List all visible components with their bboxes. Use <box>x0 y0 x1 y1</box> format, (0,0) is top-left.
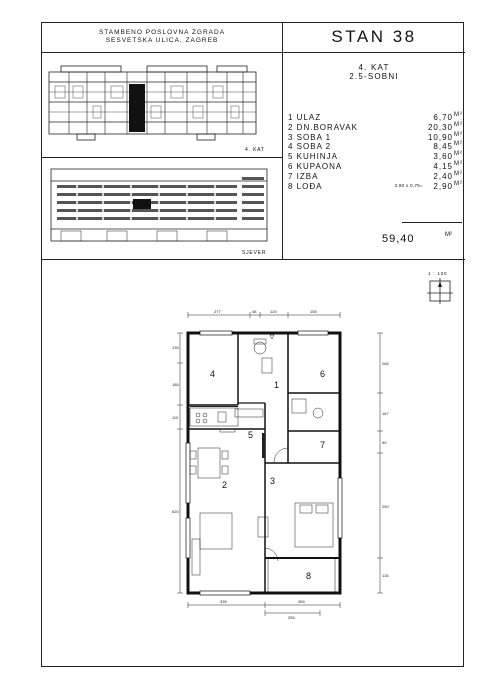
room-unit: M² <box>454 180 463 187</box>
room-row <box>288 152 463 162</box>
dim-bottom-2: 365 <box>298 599 305 604</box>
room-row <box>288 182 463 192</box>
building-elevation <box>47 163 279 247</box>
room-number-3: 3 <box>270 476 276 486</box>
north-arrow-icon <box>427 278 453 304</box>
room-row <box>288 113 463 123</box>
elevation-label: SJEVER <box>242 250 267 256</box>
room-number-7: 7 <box>320 440 326 450</box>
room-name: 5 KUHINJA <box>288 152 338 162</box>
dim-top-4: 155 <box>310 309 317 314</box>
room-unit: M² <box>454 121 463 128</box>
room-area: 2,40 <box>433 171 453 181</box>
dim-right-2: 167 <box>382 411 389 416</box>
apartment-type: 2.5-SOBNI <box>349 72 399 81</box>
dim-bottom-1: 335 <box>220 599 227 604</box>
building-name: STAMBENO POSLOVNA ZGRADA <box>98 29 226 36</box>
dim-right-3: 90 <box>382 440 387 445</box>
dim-left-4: 620 <box>172 509 179 514</box>
dim-left-2: 185 <box>172 382 179 387</box>
dim-right-5: 135 <box>382 573 389 578</box>
room-name: 1 ULAZ <box>288 113 322 122</box>
floor-info <box>283 63 465 81</box>
divider <box>42 259 465 260</box>
drawing-sheet <box>41 22 464 667</box>
room-unit: M² <box>454 131 463 138</box>
room-number-6: 6 <box>320 369 326 379</box>
building-address: SESVETSKA ULICA, ZAGREB <box>105 37 219 44</box>
divider <box>282 23 283 259</box>
key-floor-plan <box>47 58 279 154</box>
floor-label: 4. KAT <box>358 63 390 72</box>
divider <box>42 157 282 158</box>
dim-top-2: 48 <box>252 309 257 314</box>
dim-top-1: 277 <box>214 309 221 314</box>
room-name: 3 SOBA 1 <box>288 132 332 142</box>
room-row <box>288 172 463 182</box>
room-area: 2,90 <box>433 181 453 191</box>
room-name: 2 DN.BORAVAK <box>288 122 358 132</box>
total-area: 59,40 <box>382 233 415 245</box>
room-area: 4,15 <box>433 161 453 171</box>
room-area: 10,90 <box>427 132 453 142</box>
room-list <box>288 113 463 191</box>
room-area: 3,60 <box>433 152 453 162</box>
room-unit: M² <box>454 151 463 158</box>
room-unit: M² <box>454 160 463 167</box>
room-number-4: 4 <box>210 369 216 379</box>
total-divider <box>402 222 462 223</box>
room-number-2: 2 <box>222 480 228 490</box>
scale-label: 1 : 100 <box>428 271 448 276</box>
dim-top-3: 120 <box>270 309 277 314</box>
room-name: 7 IZBA <box>288 171 319 181</box>
apartment-title: STAN 38 <box>331 27 417 46</box>
apartment-floor-plan <box>170 303 388 628</box>
room-name: 4 SOBA 2 <box>288 142 332 152</box>
dim-right-1: 265 <box>382 361 389 366</box>
room-number-1: 1 <box>274 380 280 390</box>
dim-left-1: 135 <box>172 345 179 350</box>
divider <box>42 52 465 53</box>
floor-plan-label: 4. KAT <box>245 147 265 153</box>
loggia-calculation: 3.90 x 0.75= <box>394 182 423 188</box>
room-area: 8,45 <box>433 142 453 152</box>
room-number-8: 8 <box>306 571 312 581</box>
room-name: 8 LOĐA <box>288 181 323 191</box>
room-name: 6 KUPAONA <box>288 161 343 171</box>
room-row <box>288 142 463 152</box>
room-number-5: 5 <box>248 430 254 440</box>
dim-left-3: 110 <box>172 415 179 420</box>
room-row <box>288 133 463 143</box>
dim-right-4: 250 <box>382 504 389 509</box>
room-row <box>288 162 463 172</box>
room-unit: M² <box>454 170 463 177</box>
room-unit: M² <box>454 141 463 148</box>
room-unit: M² <box>454 112 463 118</box>
total-unit: M² <box>445 232 452 238</box>
room-area: 6,70 <box>433 113 453 122</box>
dim-bottom-3: 255 <box>288 615 295 620</box>
room-area: 20,30 <box>427 122 453 132</box>
room-row <box>288 123 463 133</box>
building-title <box>42 29 282 45</box>
